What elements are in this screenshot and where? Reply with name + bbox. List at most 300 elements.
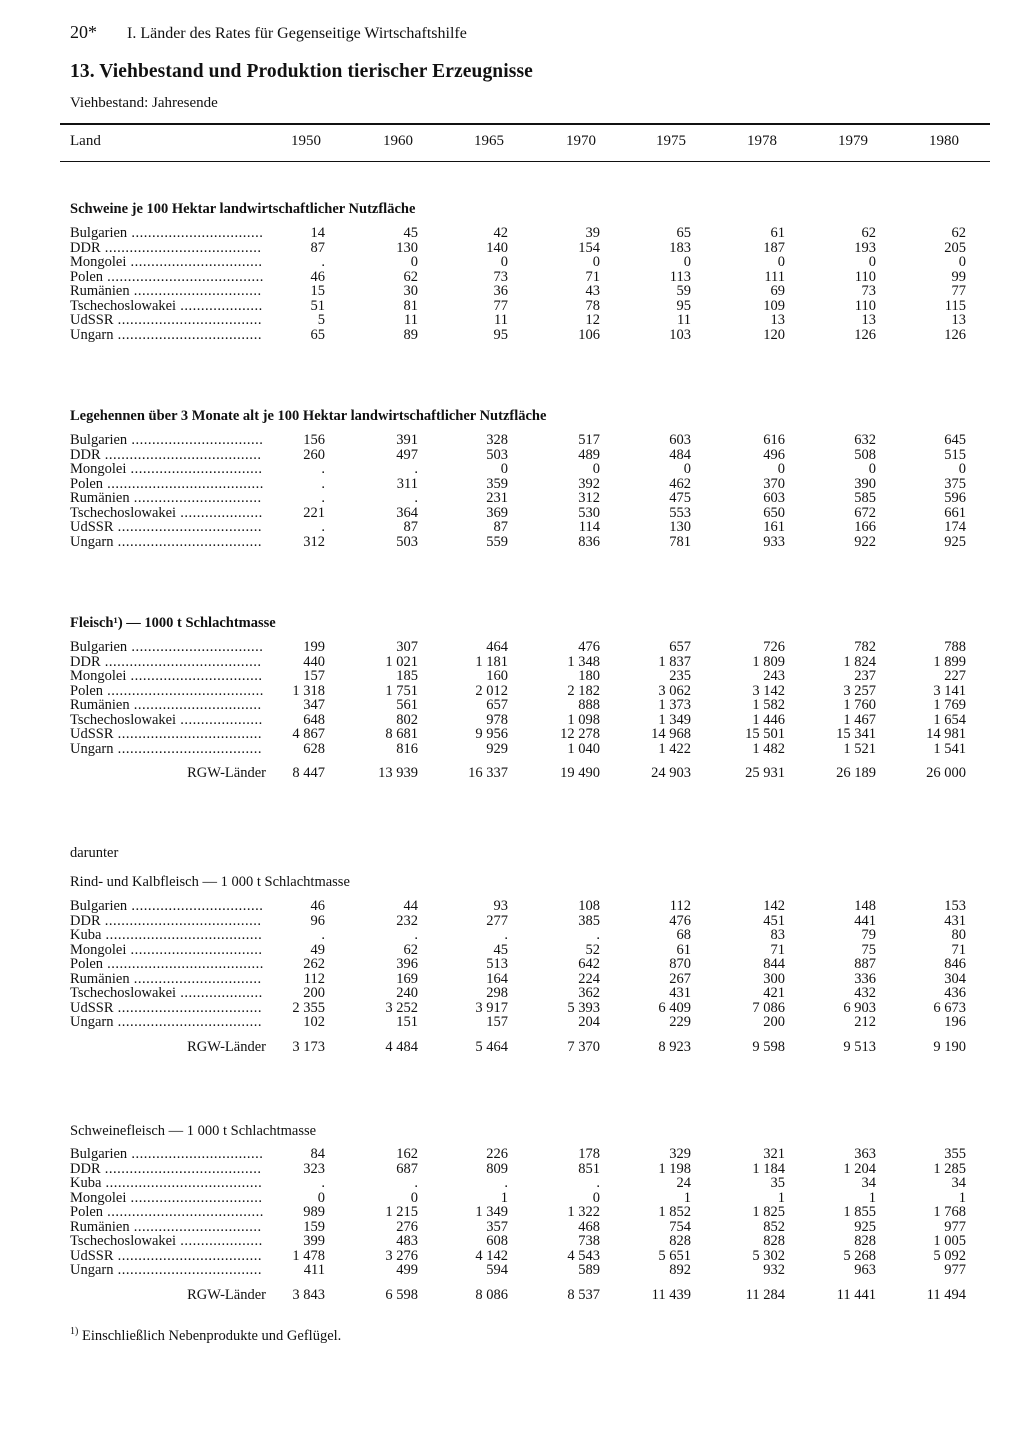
- table-cell: 25 931: [745, 765, 785, 781]
- country-label: [70, 928, 262, 943]
- table-cell: 1 349: [475, 1204, 508, 1220]
- table-cell: 59: [676, 283, 691, 299]
- table-cell: 1 769: [933, 697, 966, 713]
- table-cell: 61: [676, 941, 691, 958]
- table-cell: 11 439: [651, 1286, 691, 1303]
- table-cell: 385: [578, 912, 600, 929]
- table-cell: 44: [403, 898, 418, 914]
- table-cell: 126: [854, 326, 876, 343]
- section-pre-title: darunter: [70, 845, 119, 861]
- table-cell: 11: [494, 312, 508, 328]
- table-cell: 5 268: [843, 1247, 876, 1264]
- section-title: Schweinefleisch — 1 000 t Schlachtmasse: [70, 1123, 317, 1139]
- country-label: [70, 986, 263, 1001]
- table-cell: 154: [578, 239, 600, 256]
- leader-dots: ......................................: [100, 446, 262, 463]
- page-number: 20*: [70, 22, 97, 42]
- country-name: UdSSR: [70, 999, 114, 1016]
- table-cell: 12 278: [560, 726, 600, 742]
- table-cell: 3 173: [292, 1038, 325, 1055]
- table-cell: 0: [500, 254, 508, 270]
- leader-dots: ......................................: [103, 1204, 264, 1220]
- table-cell: 35: [770, 1175, 785, 1191]
- table-cell: 4 543: [567, 1247, 600, 1264]
- table-cell: 375: [944, 475, 966, 492]
- table-cell: 1 809: [752, 653, 785, 670]
- leader-dots: ................................: [127, 1146, 264, 1162]
- table-cell: 75: [861, 941, 876, 958]
- table-cell: 503: [486, 446, 508, 463]
- table-cell: 237: [854, 668, 876, 684]
- total-row: [0, 1288, 1024, 1303]
- table-cell: 262: [303, 956, 325, 972]
- table-cell: 80: [951, 927, 966, 943]
- table-cell: 9 956: [475, 726, 508, 742]
- table-cell: 517: [578, 432, 600, 448]
- table-row: [0, 1147, 1024, 1162]
- table-cell: 1 768: [933, 1204, 966, 1220]
- table-row: [0, 669, 1024, 684]
- table-row: [0, 448, 1024, 463]
- table-cell: 142: [763, 898, 785, 914]
- table-cell: 62: [951, 225, 966, 241]
- table-cell: 672: [854, 504, 876, 521]
- total-row: [0, 766, 1024, 781]
- table-cell: 6 598: [385, 1286, 418, 1303]
- table-row: [0, 698, 1024, 713]
- table-cell: 4 142: [475, 1247, 508, 1264]
- table-cell: 1 422: [658, 740, 691, 757]
- table-cell: 62: [403, 268, 418, 285]
- table-cell: 9 190: [933, 1038, 966, 1055]
- table-cell: 130: [669, 519, 691, 535]
- table-cell: 69: [770, 283, 785, 299]
- section-title: Fleisch¹) — 1000 t Schlachtmasse: [70, 615, 276, 631]
- table-row: [0, 972, 1024, 987]
- country-name: Ungarn: [70, 533, 114, 550]
- country-name: Rumänien: [70, 970, 130, 987]
- country-name: Mongolei: [70, 941, 127, 958]
- country-label: [70, 491, 262, 506]
- table-cell: 5: [317, 312, 325, 328]
- leader-dots: ...................................: [113, 312, 263, 328]
- table-cell: 1 021: [385, 653, 418, 670]
- country-label: [70, 727, 262, 742]
- table-cell: 79: [861, 927, 876, 943]
- table-cell: 111: [764, 268, 785, 285]
- table-cell: 0: [500, 461, 508, 477]
- country-name: DDR: [70, 239, 101, 256]
- table-cell: 277: [486, 912, 508, 929]
- table-cell: 5 651: [658, 1247, 691, 1264]
- table-cell: 19 490: [560, 765, 600, 781]
- table-cell: 392: [578, 475, 600, 492]
- table-cell: 112: [669, 898, 691, 914]
- table-cell: 363: [854, 1146, 876, 1162]
- table-cell: 0: [958, 254, 966, 270]
- country-label: [70, 313, 262, 328]
- top-rule: [60, 123, 990, 125]
- table-cell: 304: [944, 970, 966, 987]
- table-cell: 0: [683, 461, 691, 477]
- section-title: Schweine je 100 Hektar landwirtschaftlicher Nutzfläche: [70, 201, 416, 217]
- table-cell: 311: [396, 475, 418, 492]
- table-cell: 1 373: [658, 697, 691, 713]
- country-label: [70, 972, 262, 987]
- table-cell: 87: [493, 519, 508, 535]
- table-row: [0, 684, 1024, 699]
- table-row: [0, 1205, 1024, 1220]
- table-cell: 499: [396, 1262, 418, 1278]
- table-cell: 1 215: [385, 1204, 418, 1220]
- table-cell: 8 447: [292, 765, 325, 781]
- table-cell: 645: [944, 432, 966, 448]
- table-cell: 390: [854, 475, 876, 492]
- table-cell: 52: [585, 941, 600, 958]
- table-cell: .: [321, 1175, 325, 1191]
- table-cell: 160: [486, 668, 508, 684]
- table-cell: 45: [493, 941, 508, 958]
- table-cell: 628: [303, 740, 325, 757]
- column-header-year: 1980: [929, 133, 959, 149]
- leader-dots: ...................................: [113, 1247, 263, 1264]
- column-header-year: 1950: [291, 133, 321, 149]
- country-label: [70, 520, 262, 535]
- table-cell: 102: [303, 1014, 325, 1030]
- country-label: [70, 1234, 263, 1249]
- table-cell: 1 521: [843, 740, 876, 757]
- table-cell: 396: [396, 956, 418, 972]
- column-header-year: 1965: [474, 133, 504, 149]
- leader-dots: ................................: [127, 225, 264, 241]
- table-cell: 13 939: [378, 765, 418, 781]
- leader-dots: ................................: [127, 432, 264, 448]
- table-cell: 110: [854, 268, 876, 285]
- table-cell: 1 751: [385, 682, 418, 699]
- table-cell: 312: [578, 490, 600, 506]
- table-cell: 87: [310, 239, 325, 256]
- country-name: Mongolei: [70, 254, 127, 270]
- running-title: I. Länder des Rates für Gegenseitige Wirtschaftshilfe: [127, 25, 467, 42]
- table-cell: 6 673: [933, 999, 966, 1016]
- total-label: RGW-Länder: [187, 765, 266, 781]
- table-cell: 30: [403, 283, 418, 299]
- country-name: UdSSR: [70, 312, 114, 328]
- country-label: [70, 1249, 262, 1264]
- table-cell: 1 098: [567, 711, 600, 728]
- table-cell: 15 341: [836, 726, 876, 742]
- table-cell: 96: [310, 912, 325, 929]
- table-cell: 922: [854, 533, 876, 550]
- table-cell: 183: [669, 239, 691, 256]
- table-cell: 844: [763, 956, 785, 972]
- table-cell: 68: [676, 927, 691, 943]
- table-cell: 0: [868, 254, 876, 270]
- table-cell: 36: [493, 283, 508, 299]
- table-cell: 475: [669, 490, 691, 506]
- table-cell: 112: [303, 970, 325, 987]
- table-cell: 0: [958, 461, 966, 477]
- table-row: [0, 241, 1024, 256]
- country-name: Polen: [70, 956, 104, 972]
- table-cell: 852: [763, 1218, 785, 1235]
- country-name: Rumänien: [70, 283, 130, 299]
- table-cell: .: [321, 927, 325, 943]
- table-row: [0, 742, 1024, 757]
- table-cell: 816: [396, 740, 418, 757]
- table-row: [0, 535, 1024, 550]
- table-cell: 71: [951, 941, 966, 958]
- table-cell: 1: [500, 1189, 508, 1206]
- table-cell: 267: [669, 970, 691, 987]
- table-cell: 3 141: [933, 682, 966, 699]
- country-label: [70, 328, 262, 343]
- table-cell: 431: [944, 912, 966, 929]
- table-cell: 46: [310, 898, 325, 914]
- leader-dots: ......................................: [103, 475, 264, 492]
- table-cell: 887: [854, 956, 876, 972]
- column-header-year: 1960: [383, 133, 413, 149]
- country-name: Bulgarien: [70, 225, 128, 241]
- column-header-land: Land: [70, 133, 101, 149]
- leader-dots: ...................................: [113, 326, 262, 343]
- column-header-year: 1978: [747, 133, 777, 149]
- table-row: [0, 928, 1024, 943]
- table-cell: 106: [578, 326, 600, 343]
- table-cell: 8 086: [475, 1286, 508, 1303]
- table-cell: 364: [396, 504, 418, 521]
- table-cell: 174: [944, 519, 966, 535]
- table-cell: 5 393: [567, 999, 600, 1016]
- table-cell: 166: [854, 519, 876, 535]
- country-name: Polen: [70, 1204, 104, 1220]
- table-cell: 204: [578, 1014, 600, 1030]
- leader-dots: ...................................: [113, 740, 262, 757]
- table-cell: 13: [861, 312, 876, 328]
- table-cell: 39: [585, 225, 600, 241]
- table-cell: 933: [763, 533, 785, 550]
- table-cell: 828: [669, 1233, 691, 1249]
- leader-dots: ................................: [126, 668, 263, 684]
- leader-dots: ....................: [176, 504, 263, 521]
- table-cell: 78: [585, 297, 600, 314]
- table-cell: 300: [763, 970, 785, 987]
- table-cell: 0: [592, 1189, 600, 1206]
- table-cell: .: [596, 927, 600, 943]
- table-cell: 13: [770, 312, 785, 328]
- table-row: [0, 491, 1024, 506]
- table-row: [0, 433, 1024, 448]
- table-cell: 110: [854, 297, 876, 314]
- table-cell: 193: [854, 239, 876, 256]
- table-cell: 307: [396, 639, 418, 655]
- table-row: [0, 1001, 1024, 1016]
- country-label: [70, 506, 263, 521]
- table-cell: 738: [578, 1233, 600, 1249]
- country-label: [70, 299, 263, 314]
- table-cell: 4 484: [385, 1038, 418, 1055]
- country-label: [70, 655, 262, 670]
- table-cell: 328: [486, 432, 508, 448]
- table-cell: 2 355: [292, 999, 325, 1016]
- table-cell: 603: [763, 490, 785, 506]
- country-label: [70, 713, 263, 728]
- table-cell: 978: [486, 711, 508, 728]
- table-subtitle: Viehbestand: Jahresende: [70, 95, 218, 111]
- table-row: [0, 255, 1024, 270]
- table-cell: 687: [396, 1160, 418, 1177]
- leader-dots: ...................................: [113, 1014, 262, 1030]
- table-cell: 870: [669, 956, 691, 972]
- country-name: Tschechoslowakei: [70, 1233, 177, 1249]
- country-name: Polen: [70, 682, 104, 699]
- table-cell: 436: [944, 985, 966, 1001]
- table-cell: 632: [854, 432, 876, 448]
- table-cell: .: [504, 1175, 508, 1191]
- table-row: [0, 462, 1024, 477]
- table-row: [0, 957, 1024, 972]
- footnote-text: Einschließlich Nebenprodukte und Geflügel.: [81, 1327, 342, 1344]
- table-cell: 7 086: [752, 999, 785, 1016]
- country-label: [70, 1263, 262, 1278]
- table-cell: 0: [592, 254, 600, 270]
- country-label: [70, 448, 262, 463]
- country-name: Mongolei: [70, 1189, 127, 1206]
- table-cell: 608: [486, 1233, 508, 1249]
- country-label: [70, 914, 262, 929]
- table-cell: 196: [944, 1014, 966, 1030]
- table-cell: 178: [578, 1146, 600, 1162]
- table-cell: 1: [958, 1189, 966, 1206]
- running-header: [70, 22, 467, 43]
- total-label: RGW-Länder: [187, 1038, 266, 1055]
- table-row: [0, 655, 1024, 670]
- table-cell: 115: [944, 297, 966, 314]
- table-cell: 468: [578, 1218, 600, 1235]
- table-cell: 559: [486, 533, 508, 550]
- table-cell: 312: [303, 533, 325, 550]
- leader-dots: ......................................: [101, 927, 263, 943]
- table-row: [0, 914, 1024, 929]
- table-title: 13. Viehbestand und Produktion tierischer Erzeugnisse: [70, 61, 533, 82]
- table-cell: 411: [303, 1262, 325, 1278]
- table-row: [0, 986, 1024, 1001]
- table-cell: 1 040: [567, 740, 600, 757]
- country-name: DDR: [70, 653, 101, 670]
- table-cell: 65: [310, 326, 325, 343]
- table-cell: 476: [578, 639, 600, 655]
- table-cell: 34: [861, 1175, 876, 1191]
- table-cell: .: [321, 519, 325, 535]
- total-label: RGW-Länder: [187, 1286, 266, 1303]
- table-cell: 603: [669, 432, 691, 448]
- table-cell: 925: [854, 1218, 876, 1235]
- table-cell: 828: [854, 1233, 876, 1249]
- table-cell: 276: [396, 1218, 418, 1235]
- table-cell: 243: [763, 668, 785, 684]
- table-cell: 9 513: [843, 1038, 876, 1055]
- leader-dots: ................................: [126, 1189, 263, 1206]
- table-cell: 483: [396, 1233, 418, 1249]
- table-cell: .: [414, 1175, 418, 1191]
- table-cell: 5 464: [475, 1038, 508, 1055]
- table-cell: 1: [683, 1189, 691, 1206]
- country-name: Polen: [70, 475, 104, 492]
- table-cell: 323: [303, 1160, 325, 1177]
- table-cell: 585: [854, 490, 876, 506]
- table-cell: 95: [676, 297, 691, 314]
- table-cell: 49: [310, 941, 325, 958]
- table-cell: 221: [303, 504, 325, 521]
- table-cell: 3 252: [385, 999, 418, 1016]
- leader-dots: ...................................: [113, 533, 262, 550]
- country-name: Kuba: [70, 927, 102, 943]
- table-row: [0, 713, 1024, 728]
- country-name: Ungarn: [70, 1014, 114, 1030]
- table-cell: 657: [486, 697, 508, 713]
- table-cell: 441: [854, 912, 876, 929]
- header-bottom-rule: [60, 161, 990, 162]
- table-cell: 13: [951, 312, 966, 328]
- table-cell: 836: [578, 533, 600, 550]
- table-cell: 451: [763, 912, 785, 929]
- country-name: DDR: [70, 912, 101, 929]
- country-label: [70, 742, 262, 757]
- table-cell: 484: [669, 446, 691, 463]
- table-cell: 180: [578, 668, 600, 684]
- table-cell: 0: [592, 461, 600, 477]
- table-cell: 1 760: [843, 697, 876, 713]
- table-cell: 14: [310, 225, 325, 241]
- table-cell: 2 012: [475, 682, 508, 699]
- leader-dots: ......................................: [100, 653, 262, 670]
- country-name: Tschechoslowakei: [70, 297, 177, 314]
- leader-dots: ....................: [176, 297, 263, 314]
- table-cell: 0: [410, 254, 418, 270]
- table-cell: 963: [854, 1262, 876, 1278]
- table-cell: 497: [396, 446, 418, 463]
- table-cell: 1 467: [843, 711, 876, 728]
- table-cell: 355: [944, 1146, 966, 1162]
- table-cell: 1 482: [752, 740, 785, 757]
- table-cell: 162: [396, 1146, 418, 1162]
- table-cell: 9 598: [752, 1038, 785, 1055]
- table-row: [0, 1191, 1024, 1206]
- table-cell: 73: [493, 268, 508, 285]
- table-cell: 788: [944, 639, 966, 655]
- table-cell: 0: [777, 461, 785, 477]
- table-row: [0, 1263, 1024, 1278]
- table-cell: 43: [585, 283, 600, 299]
- table-cell: 726: [763, 639, 785, 655]
- table-cell: 1 184: [752, 1160, 785, 1177]
- table-cell: 16 337: [468, 765, 508, 781]
- table-cell: 1 825: [752, 1204, 785, 1220]
- table-cell: 8 681: [385, 726, 418, 742]
- table-row: [0, 270, 1024, 285]
- table-cell: 200: [303, 985, 325, 1001]
- country-label: [70, 1001, 262, 1016]
- leader-dots: ......................................: [103, 956, 264, 972]
- country-name: Tschechoslowakei: [70, 504, 177, 521]
- table-cell: .: [321, 254, 325, 270]
- table-cell: 1 005: [933, 1233, 966, 1249]
- table-cell: 24 903: [651, 765, 691, 781]
- table-cell: 148: [854, 898, 876, 914]
- table-cell: 153: [944, 898, 966, 914]
- table-cell: 399: [303, 1233, 325, 1249]
- leader-dots: ......................................: [100, 1160, 262, 1177]
